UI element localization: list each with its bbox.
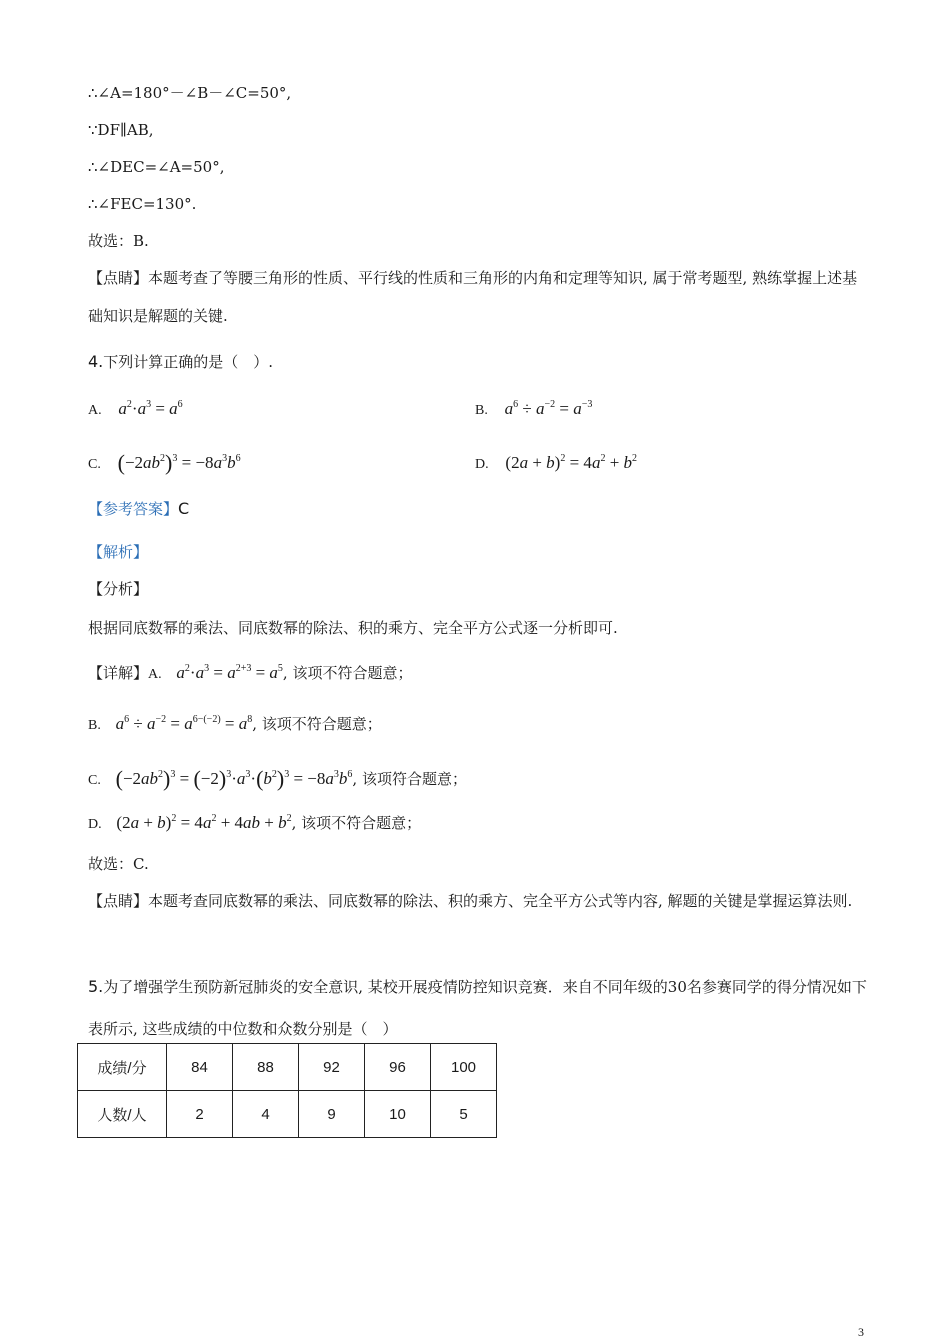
q4-detail-c-formula: $(-2ab^2)^3 = (-2)^3\cdot a^3\cdot(b^2)^3 = -8a^3b^6$ <box>115 766 353 791</box>
q4-detail-a-note: , 该项不符合题意； <box>282 664 413 682</box>
table-cell: 10 <box>365 1091 431 1138</box>
q4-option-d-label: D. <box>475 457 489 472</box>
q5-number: 5. <box>88 977 104 996</box>
q4-detail-d-formula: $(2a + b)^2 = 4a^2 + 4ab + b^2$ <box>116 813 292 832</box>
q4-option-d-formula: $(2a + b)^2 = 4a^2 + b^2$ <box>505 453 638 472</box>
q4-detail-c <box>88 768 467 792</box>
q4-option-c-label: C. <box>88 457 101 472</box>
q4-answer-tag: 【参考答案】 <box>88 500 179 518</box>
q4-detail-a-label: A. <box>148 667 162 682</box>
table-cell: 84 <box>167 1044 233 1091</box>
q4-option-b-formula: $a^6 \div a^{-2} = a^{-3}$ <box>504 399 593 418</box>
proof-comment: 【点睛】本题考查了等腰三角形的性质、平行线的性质和三角形的内角和定理等知识, 属于常考题型, 熟练掌握上述基础知识是解题的关键. <box>88 269 858 325</box>
q4-detail-d-note: , 该项不符合题意； <box>291 814 422 832</box>
q4-choice: 故选：C. <box>88 855 149 873</box>
q4-stem: 下列计算正确的是（ ）. <box>103 353 274 371</box>
q4-option-b <box>475 398 592 422</box>
proof-line-2: ∵DF∥AB, <box>88 121 154 139</box>
score-table <box>77 1043 497 1138</box>
proof-choice: 故选：B. <box>88 232 149 250</box>
table-row <box>78 1044 497 1091</box>
q4-answer-value: C <box>178 499 190 518</box>
q4-detail-d <box>88 812 421 836</box>
q4-detail-c-label: C. <box>88 773 101 788</box>
q5-stem: 为了增强学生预防新冠肺炎的安全意识, 某校开展疫情防控知识竞赛．来自不同年级的30名参赛同学的得分情况如下表所示, 这些成绩的中位数和众数分别是（ ） <box>88 978 867 1038</box>
proof-line-3: ∴∠DEC=∠A=50°, <box>88 158 225 176</box>
table-cell: 5 <box>431 1091 497 1138</box>
table-cell: 100 <box>431 1044 497 1091</box>
table-header-score: 成绩/分 <box>78 1044 167 1091</box>
q4-detail-a <box>88 662 412 686</box>
table-cell: 9 <box>299 1091 365 1138</box>
table-row <box>78 1091 497 1138</box>
table-cell: 88 <box>233 1044 299 1091</box>
page-number: 3 <box>858 1325 864 1339</box>
q4-stem-line <box>88 351 273 373</box>
table-cell: 92 <box>299 1044 365 1091</box>
q4-detail-c-note: , 该项符合题意； <box>352 770 467 788</box>
q4-option-b-label: B. <box>475 403 488 418</box>
q4-detail-tag: 【详解】 <box>88 664 149 682</box>
table-header-count: 人数/人 <box>78 1091 167 1138</box>
table-cell: 96 <box>365 1044 431 1091</box>
q5-stem-block <box>88 966 870 1050</box>
q4-option-a <box>88 398 183 422</box>
q4-detail-b-formula: $a^6 \div a^{-2} = a^{6-(-2)} = a^8$ <box>115 714 253 733</box>
q4-detail-b-note: , 该项不符合题意； <box>252 715 382 733</box>
q4-option-a-formula: $a^2\cdot a^3 = a^6$ <box>118 399 183 418</box>
q4-option-c <box>88 452 241 476</box>
q4-detail-d-label: D. <box>88 817 102 832</box>
q4-detail-b <box>88 713 382 737</box>
table-cell: 2 <box>167 1091 233 1138</box>
q4-detail-b-label: B. <box>88 718 101 733</box>
q4-number: 4. <box>88 352 104 371</box>
q4-option-a-label: A. <box>88 403 102 418</box>
q4-detail-a-formula: $a^2\cdot a^3 = a^{2+3} = a^5$ <box>176 663 283 682</box>
q4-option-c-formula: $(-2ab^2)^3 = -8a^3b^6$ <box>117 450 241 475</box>
q4-answer <box>88 498 189 520</box>
proof-line-1: ∴∠A=180°－∠B－∠C=50°, <box>88 84 292 102</box>
q4-comment: 【点睛】本题考查同底数幂的乘法、同底数幂的除法、积的乘方、完全平方公式等内容, 解题的关键是掌握运算法则. <box>88 892 853 910</box>
table-cell: 4 <box>233 1091 299 1138</box>
q4-fenxi: 【分析】 <box>88 580 149 598</box>
q4-option-d <box>475 452 637 476</box>
q4-jiexi: 【解析】 <box>88 543 149 561</box>
q4-analysis: 根据同底数幂的乘法、同底数幂的除法、积的乘方、完全平方公式逐一分析即可. <box>88 619 618 637</box>
proof-line-4: ∴∠FEC=130°. <box>88 195 197 213</box>
